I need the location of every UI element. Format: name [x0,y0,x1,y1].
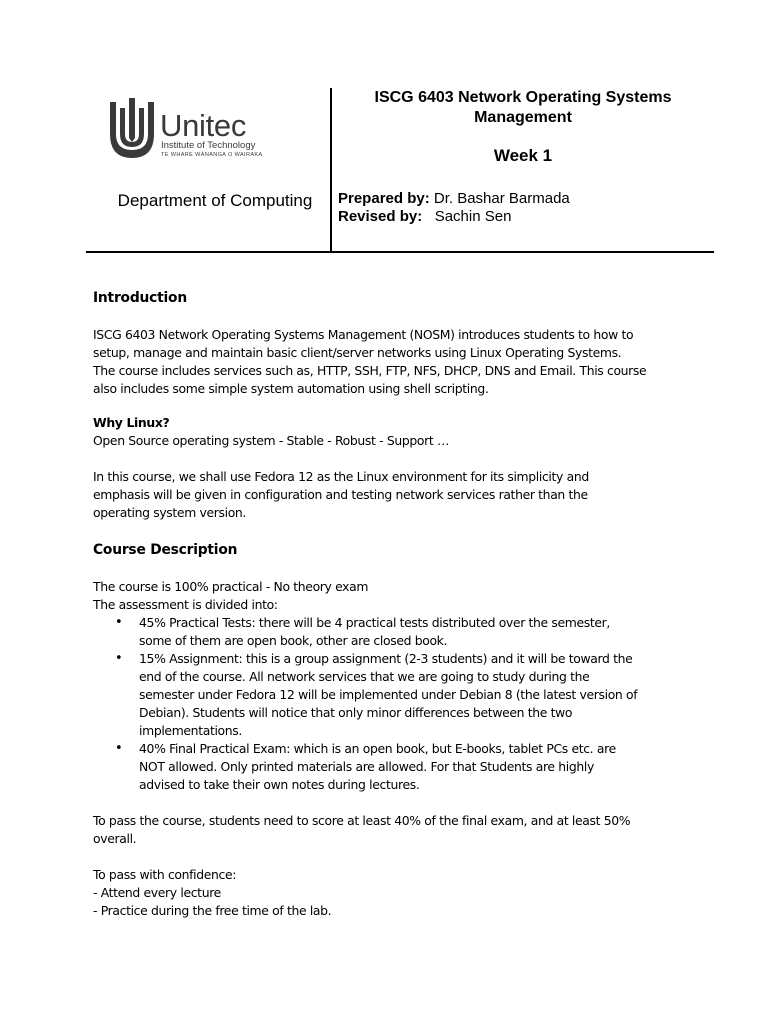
text-line: In this course, we shall use Fedora 12 as the Linux environment for its simplicity and [93,469,589,484]
revised-by-label: Revised by: [338,208,423,225]
why-linux-block [93,414,683,450]
text-line: advised to take their own notes during lectures. [139,777,420,792]
text-line: The course includes services such as, HTTP, SSH, FTP, NFS, DHCP, DNS and Email. This course [93,363,647,378]
text-line: • 45% Practical Tests: there will be 4 practical tests distributed over the semester, [139,615,610,630]
assessment-intro [93,578,683,614]
list-item [93,650,683,740]
header-vertical-divider [330,88,332,252]
text-line: The assessment is divided into: [93,597,278,612]
text-line: setup, manage and maintain basic client/server networks using Linux Operating Systems. [93,345,622,360]
text-line: Debian). Students will notice that only minor differences between the two [139,705,573,720]
list-item [93,614,683,650]
text-line: also includes some simple system automation using shell scripting. [93,381,489,396]
logo-wordmark: Unitec [160,108,247,143]
course-title-line-1: ISCG 6403 Network Operating Systems [374,89,672,106]
header-horizontal-divider [86,251,714,253]
prepared-by-label: Prepared by: [338,190,430,207]
text-line: • 15% Assignment: this is a group assignment (2-3 students) and it will be toward the [139,651,633,666]
course-title [340,88,706,128]
text-line: end of the course. All network services that we are going to study during the [139,669,590,684]
text-line: operating system version. [93,505,247,520]
text-line: some of them are open book, other are closed book. [139,633,448,648]
pass-requirement [93,812,683,848]
text-line: implementations. [139,723,242,738]
introduction-heading: Introduction [93,290,187,306]
revised-by-value: Sachin Sen [422,208,512,225]
text-line: To pass the course, students need to score at least 40% of the final exam, and at least 50% [93,813,631,828]
logo-tagline: TE WHARE WĀNANGA O WAIRAKA [161,152,263,158]
list-item: - Practice during the free time of the lab. [93,903,332,918]
list-item: - Attend every lecture [93,885,221,900]
assessment-list [93,614,683,794]
course-title-line-2: Management [474,109,572,126]
text-line: semester under Fedora 12 will be implemented under Debian 8 (the latest version of [139,687,638,702]
revised-by [338,207,511,226]
confidence-heading: To pass with confidence: [93,867,237,882]
list-item [93,740,683,794]
course-description-heading: Course Description [93,542,238,558]
why-linux-text: Open Source operating system - Stable - Robust - Support … [93,433,450,448]
department-name: Department of Computing [117,191,313,210]
week-label: Week 1 [493,146,553,165]
text-line: • 40% Final Practical Exam: which is an open book, but E-books, tablet PCs etc. are [139,741,616,756]
text-line: emphasis will be given in configuration and testing network services rather than the [93,487,588,502]
introduction-paragraph [93,326,683,398]
text-line: NOT allowed. Only printed materials are allowed. For that Students are highly [139,759,594,774]
text-line: ISCG 6403 Network Operating Systems Management (NOSM) introduces students to how to [93,327,634,342]
fedora-paragraph [93,468,683,522]
text-line: overall. [93,831,137,846]
logo-subtitle: Institute of Technology [161,140,256,151]
text-line: The course is 100% practical - No theory exam [93,579,369,594]
confidence-tips [93,866,683,920]
why-linux-heading: Why Linux? [93,415,170,430]
prepared-by-value: Dr. Bashar Barmada [429,190,570,207]
prepared-by [338,189,570,208]
